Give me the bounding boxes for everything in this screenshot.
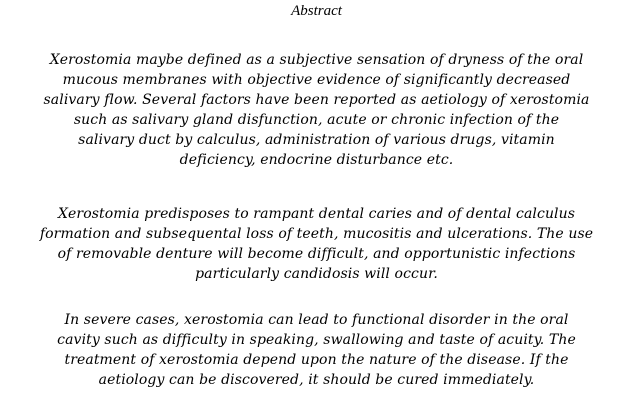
paragraph-line: treatment of xerostomia depend upon the nature of the disease. If the — [64, 352, 569, 368]
abstract-title: Abstract — [291, 3, 342, 19]
paragraph-line: Xerostomia predisposes to rampant dental caries and of dental calculus — [57, 206, 576, 222]
paragraph-line: salivary duct by calculus, administration of various drugs, vitamin — [78, 132, 555, 148]
paragraph-line: of removable denture will become difficult, and opportunistic infections — [57, 246, 576, 262]
paragraph-line: formation and subsequental loss of teeth, mucositis and ulcerations. The use — [39, 226, 594, 242]
abstract-paragraph-3 — [4, 310, 629, 390]
paragraph-line: deficiency, endocrine disturbance etc. — [179, 152, 454, 168]
paragraph-line: In severe cases, xerostomia can lead to functional disorder in the oral — [64, 312, 569, 328]
abstract-paragraph-2 — [4, 204, 629, 284]
paragraph-line: mucous membranes with objective evidence of significantly decreased — [62, 72, 571, 88]
paragraph-line: aetiology can be discovered, it should be cured immediately. — [98, 372, 535, 388]
paragraph-line: cavity such as difficulty in speaking, swallowing and taste of acuity. The — [57, 332, 576, 348]
abstract-paragraph-1 — [4, 50, 629, 170]
paragraph-line: particularly candidosis will occur. — [195, 266, 438, 282]
paragraph-line: Xerostomia maybe defined as a subjective sensation of dryness of the oral — [49, 52, 584, 68]
paragraph-line: such as salivary gland disfunction, acute or chronic infection of the — [73, 112, 560, 128]
paragraph-line: salivary flow. Several factors have been reported as aetiology of xerostomia — [43, 92, 590, 108]
